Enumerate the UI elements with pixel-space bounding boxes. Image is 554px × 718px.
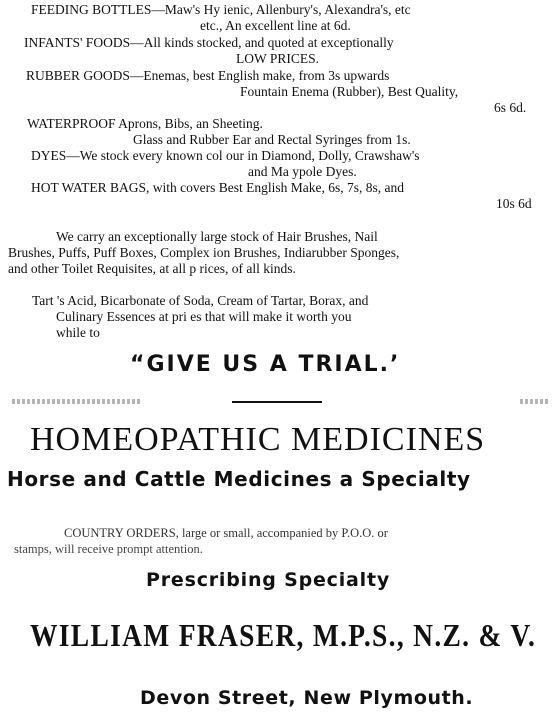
dyes-line-2: and Ma ypole Dyes. (248, 164, 357, 179)
address: Devon Street, New Plymouth. (140, 687, 474, 709)
slogan: “GIVE US A TRIAL.’ (130, 352, 401, 377)
proprietor-name: WILLIAM FRASER, M.P.S., N.Z. & V. (30, 617, 537, 653)
toilet-requisites-line-3: and other Toilet Requisites, at all p rices, of all kinds. (8, 261, 296, 276)
toilet-requisites-line-2: Brushes, Puffs, Puff Boxes, Complex ion Brushes, Indiarubber Sponges, (8, 245, 400, 260)
toilet-requisites-line-1: We carry an exceptionally large stock of Hair Brushes, Nail (56, 229, 378, 244)
dyes-line-1: DYES—We stock every known col our in Diamond, Dolly, Crawshaw's (31, 148, 420, 163)
hot-water-bags-line-1: HOT WATER BAGS, with covers Best English Make, 6s, 7s, 8s, and (31, 180, 404, 195)
homeopathic-subtitle: Horse and Cattle Medicines a Specialty (7, 467, 471, 491)
feeding-bottles-line-2: etc., An excellent line at 6d. (200, 18, 351, 33)
rubber-goods-line-2: Fountain Enema (Rubber), Best Quality, (240, 84, 459, 99)
rubber-goods-line-3: 6s 6d. (494, 100, 527, 115)
faded-print-right (520, 399, 548, 404)
rubber-goods-line-1: RUBBER GOODS—Enemas, best English make, from 3s upwards (26, 68, 390, 83)
feeding-bottles-line-1: FEEDING BOTTLES—Maw's Hy ienic, Allenbury's, Alexandra's, etc (31, 2, 411, 17)
culinary-line-1: Tart 's Acid, Bicarbonate of Soda, Cream of Tartar, Borax, and (32, 293, 369, 308)
waterproof-line-1: WATERPROOF Aprons, Bibs, an Sheeting. (27, 116, 263, 131)
culinary-line-2: Culinary Essences at pri es that will make it worth you (56, 309, 352, 324)
culinary-line-3: while to (56, 325, 100, 340)
faded-print-left (12, 399, 142, 404)
country-orders-line-2: stamps, will receive prompt attention. (14, 542, 203, 556)
infants-foods-line-1: INFANTS' FOODS—All kinds stocked, and quoted at exceptionally (24, 35, 394, 50)
hot-water-bags-line-2: 10s 6d (496, 196, 532, 211)
infants-foods-line-2: LOW PRICES. (236, 51, 320, 66)
homeopathic-title: HOMEOPATHIC MEDICINES (30, 421, 486, 458)
waterproof-line-2: Glass and Rubber Ear and Rectal Syringes from 1s. (133, 132, 411, 147)
separator-rule (232, 401, 322, 403)
prescribing-specialty: Prescribing Specialty (146, 569, 391, 591)
country-orders-line-1: COUNTRY ORDERS, large or small, accompanied by P.O.O. or (64, 526, 388, 540)
